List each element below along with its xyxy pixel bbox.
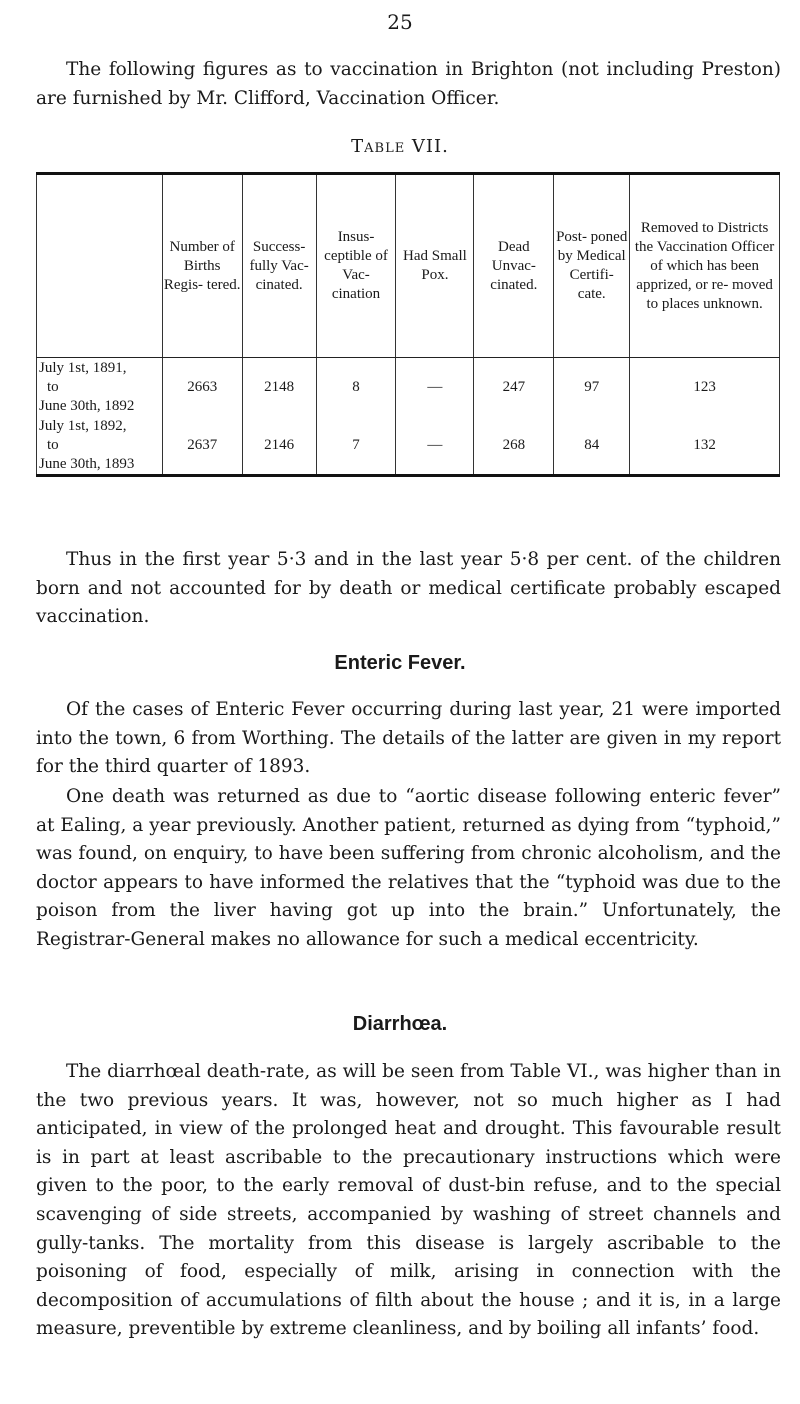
- row-label-line: to: [47, 436, 59, 453]
- enteric-fever-heading: Enteric Fever.: [334, 652, 466, 674]
- enteric-paragraph-2: One death was returned as due to “aortic disease following enteric fever” at Ealing, a year previously. Another patient, returned as dying from “typhoid,” was found, on enquiry, to have been suffering from chronic alcoholism, and the doctor appears to have informed the relatives that the “typhoid was due to the poison from the liver having got up into the brain.” Unfortunately, the Registrar-General makes no allowance for such a medical eccentricity.: [36, 786, 781, 950]
- row-label-line: to: [47, 378, 59, 395]
- enteric-paragraph-1: Of the cases of Enteric Fever occurring during last year, 21 were imported into the town, 6 from Worthing. The details of the latter are given in my report for the third quarter of 1893.: [36, 699, 781, 778]
- table-cell: 123: [630, 358, 780, 417]
- table-cell: 2146: [242, 416, 316, 476]
- header-had-small-pox: Had Small Pox.: [396, 174, 474, 358]
- header-births-registered: Number of Births Regis- tered.: [162, 174, 242, 358]
- page-number: 25: [387, 10, 413, 34]
- table-cell: 2148: [242, 358, 316, 417]
- table-header-row: [37, 174, 780, 358]
- table-cell: 97: [554, 358, 630, 417]
- table-cell: 7: [316, 416, 396, 476]
- table-cell: 2637: [162, 416, 242, 476]
- row-label-line: June 30th, 1893: [39, 455, 135, 472]
- table-cell: —: [396, 358, 474, 417]
- row-label-line: July 1st, 1892,: [39, 417, 127, 434]
- row-label-line: June 30th, 1892: [39, 397, 135, 414]
- intro-paragraph: The following figures as to vaccination in Brighton (not including Preston) are furnished by Mr. Clifford, Vaccination Officer.: [36, 59, 781, 109]
- row-label: [37, 416, 163, 476]
- header-insusceptible: Insus- ceptible of Vac- cination: [316, 174, 396, 358]
- vaccination-table: [36, 172, 780, 477]
- table-title: Table VII.: [351, 136, 449, 157]
- header-row-label: [37, 174, 163, 358]
- table-cell: 132: [630, 416, 780, 476]
- diarrhoea-paragraph: The diarrhœal death-rate, as will be seen from Table VI., was higher than in the two previous years. It was, however, not so much higher as I had anticipated, in view of the prolonged heat and drought. This favourable result is in part at least ascribable to the precautionary instructions which were given to the poor, to the early removal of dust-bin refuse, and to the special scavenging of side streets, accompanied by washing of street channels and gully-tanks. The mortality from this disease is largely ascribable to the poisoning of food, especially of milk, arising in connection with the decomposition of accumulations of filth about the house ; and it is, in a large measure, preventible by extreme cleanliness, and by boiling all infants’ food.: [36, 1061, 781, 1340]
- table-cell: —: [396, 416, 474, 476]
- table-cell: 268: [474, 416, 554, 476]
- summary-paragraph: Thus in the first year 5·3 and in the last year 5·8 per cent. of the children born and not accounted for by death or medical certificate probably escaped vaccination.: [36, 549, 781, 628]
- table-row: [37, 358, 780, 417]
- header-successfully-vaccinated: Success- fully Vac- cinated.: [242, 174, 316, 358]
- table-cell: 2663: [162, 358, 242, 417]
- row-label: [37, 358, 163, 417]
- table-cell: 8: [316, 358, 396, 417]
- table-cell: 84: [554, 416, 630, 476]
- header-dead-unvaccinated: Dead Unvac- cinated.: [474, 174, 554, 358]
- diarrhoea-heading: Diarrhœa.: [352, 1013, 448, 1035]
- row-label-line: July 1st, 1891,: [39, 359, 127, 376]
- table-row: [37, 416, 780, 476]
- header-removed: Removed to Districts the Vaccination Officer of which has been apprized, or re- moved to places unknown.: [630, 174, 780, 358]
- table-cell: 247: [474, 358, 554, 417]
- header-postponed: Post- poned by Medical Certifi- cate.: [554, 174, 630, 358]
